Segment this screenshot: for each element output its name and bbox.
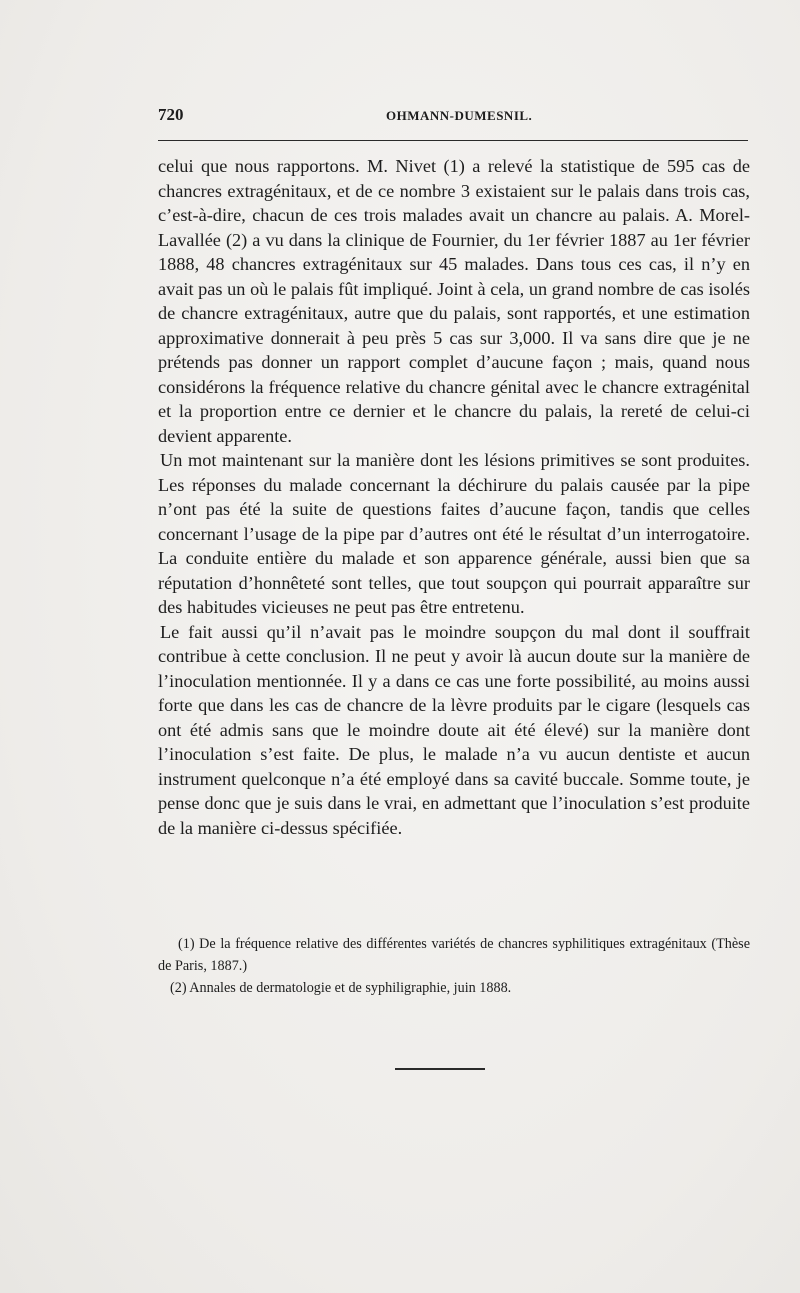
page-number: 720 (158, 105, 184, 124)
footnote-1: (1) De la fréquence relative des différentes variétés de chancres syphilitiques extragénitaux (Thèse de Paris, 1887.) (158, 936, 750, 974)
paragraph-3: Le fait aussi qu’il n’avait pas le moindre soupçon du mal dont il souffrait contribue à cette conclusion. Il ne peut y avoir là aucun doute sur la manière de l’inoculation mentionnée. Il y a dans ce cas une forte possibilité, au moins aussi forte que dans les cas de chancre de la lèvre produits par le cigare (lesquels cas ont été admis sans que le moindre doute ait été élevé) sur la manière dont l’inoculation s’est faite. De plus, le malade n’a vu aucun dentiste et aucun instrument quelconque n’a été employé dans sa cavité buccale. Somme toute, je pense donc que je suis dans le vrai, en admettant que l’inoculation s’est produite de la manière ci-dessus spécifiée. (158, 621, 750, 838)
page-header (158, 105, 748, 129)
body-text (158, 154, 750, 840)
paragraph-1: celui que nous rapportons. M. Nivet (1) a relevé la statistique de 595 cas de chancres extragénitaux, et de ce nombre 3 existaient sur le palais dans trois cas, c’est-à-dire, chacun de ces trois malades avait un chancre au palais. A. Morel-Lavallée (2) a vu dans la clinique de Fournier, du 1er février 1887 au 1er février 1888, 48 chancres extragénitaux sur 45 malades. Dans tous ces cas, il n’y en avait pas un où le palais fût impliqué. Joint à cela, un grand nombre de cas isolés de chancre extragénitaux, autre que du palais, sont rapportés, et une estimation approximative donnerait à peu près 5 cas sur 3,000. Il va sans dire que je ne prétends pas donner un rapport complet d’aucune façon ; mais, quand nous considérons la fréquence relative du chancre génital avec le chancre extragénital et la proportion entre ce dernier et le chancre du palais, la rereté de celui-ci devient apparente. (158, 156, 750, 446)
running-head: OHMANN-DUMESNIL. (386, 108, 533, 123)
footnote-2: (2) Annales de dermatologie et de syphiligraphie, juin 1888. (170, 980, 512, 996)
header-rule (158, 140, 748, 141)
footnotes (158, 933, 750, 999)
end-rule (395, 1068, 485, 1070)
paragraph-2: Un mot maintenant sur la manière dont les lésions primitives se sont produites. Les réponses du malade concernant la déchirure du palais causée par la pipe n’ont pas été la suite de questions faites d’aucune façon, tandis que celles concernant l’usage de la pipe par d’autres ont été le résultat d’un interrogatoire. La conduite entière du malade et son apparence générale, aussi bien que sa réputation d’honnêteté sont telles, que tout soupçon qui pourrait apparaître sur des habitudes vicieuses ne peut pas être entretenu. (158, 450, 750, 617)
